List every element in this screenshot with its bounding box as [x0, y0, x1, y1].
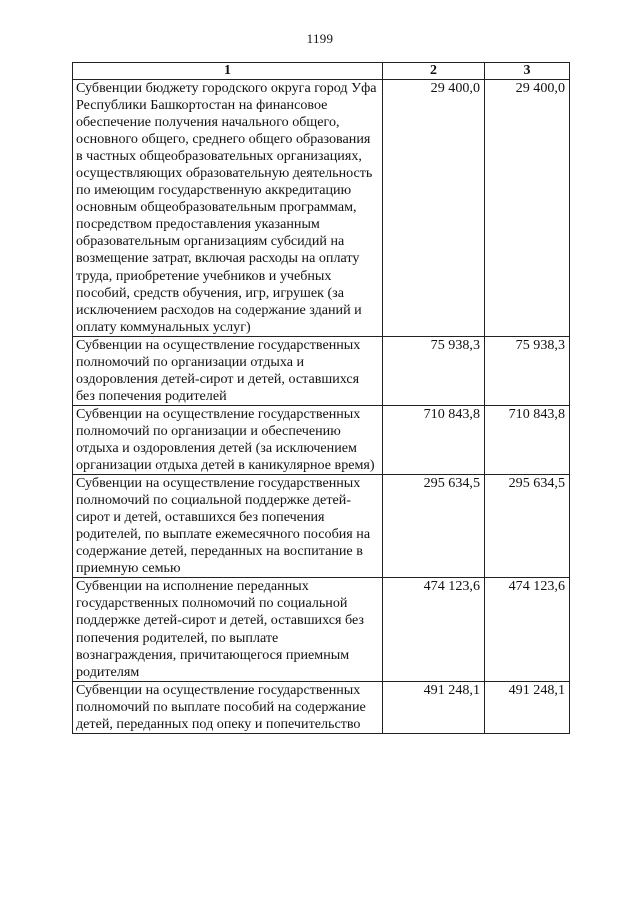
table-row: [73, 336, 570, 405]
table-row: [73, 578, 570, 681]
row-value-col3: 491 248,1: [485, 681, 570, 733]
column-header-3: 3: [485, 63, 570, 80]
row-value-col2: 75 938,3: [383, 336, 485, 405]
row-description: Субвенции на исполнение переданных государственных полномочий по социальной поддержке детей-сирот и детей, оставшихся без попечения родителей, по выплате вознаграждения, причитающегося приемным родителям: [73, 578, 383, 681]
row-description: Субвенции бюджету городского округа город Уфа Республики Башкортостан на финансовое обеспечение получения начального общего, основного общего, среднего общего образования в частных общеобразовательных организациях, осуществляющих образовательную деятельность по имеющим государственную аккредитацию основным общеобразовательным программам, посредством предоставления указанным образовательным организациям субсидий на возмещение затрат, включая расходы на оплату труда, приобретение учебников и учебных пособий, средств обучения, игр, игрушек (за исключением расходов на содержание зданий и оплату коммунальных услуг): [73, 80, 383, 337]
row-value-col3: 29 400,0: [485, 80, 570, 337]
row-value-col2: 491 248,1: [383, 681, 485, 733]
table-row: [73, 405, 570, 474]
column-header-2: 2: [383, 63, 485, 80]
budget-table: [72, 62, 570, 734]
table-row: [73, 475, 570, 578]
row-description: Субвенции на осуществление государственных полномочий по социальной поддержке детей-сирот и детей, оставшихся без попечения родителей, по выплате ежемесячного пособия на содержание детей, переданных на воспитание в приемную семью: [73, 475, 383, 578]
column-header-1: 1: [73, 63, 383, 80]
row-description: Субвенции на осуществление государственных полномочий по организации отдыха и оздоровления детей-сирот и детей, оставшихся без попечения родителей: [73, 336, 383, 405]
row-value-col2: 295 634,5: [383, 475, 485, 578]
table-header-row: [73, 63, 570, 80]
row-value-col3: 474 123,6: [485, 578, 570, 681]
row-description: Субвенции на осуществление государственных полномочий по организации и обеспечению отдыха и оздоровления детей (за исключением организации отдыха детей в каникулярное время): [73, 405, 383, 474]
page-number: 1199: [306, 31, 334, 46]
row-value-col2: 710 843,8: [383, 405, 485, 474]
row-value-col3: 710 843,8: [485, 405, 570, 474]
table-row: [73, 681, 570, 733]
row-value-col3: 75 938,3: [485, 336, 570, 405]
row-description: Субвенции на осуществление государственных полномочий по выплате пособий на содержание детей, переданных под опеку и попечительство: [73, 681, 383, 733]
table-row: [73, 80, 570, 337]
row-value-col2: 29 400,0: [383, 80, 485, 337]
row-value-col3: 295 634,5: [485, 475, 570, 578]
row-value-col2: 474 123,6: [383, 578, 485, 681]
